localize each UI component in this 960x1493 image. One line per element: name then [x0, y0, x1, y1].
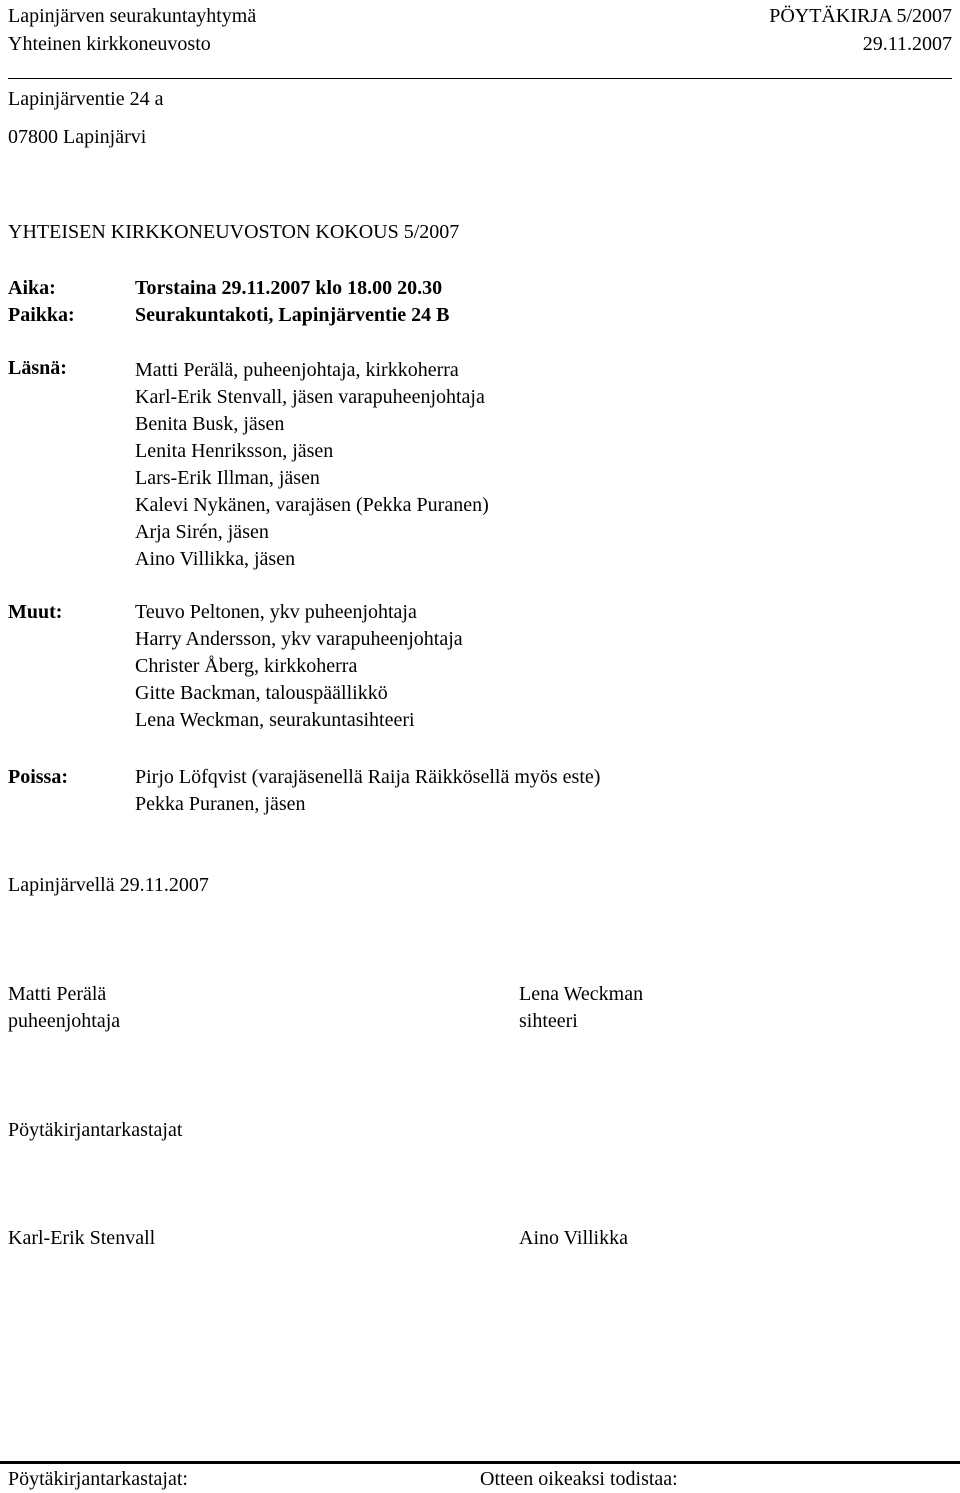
absent-list	[135, 764, 600, 818]
place-value: Seurakuntakoti, Lapinjärventie 24 B	[135, 304, 450, 326]
inspectors-heading: Pöytäkirjantarkastajat	[8, 1119, 183, 1141]
list-item: Teuvo Peltonen, ykv puheenjohtaja	[135, 601, 417, 623]
chair-role: puheenjohtaja	[8, 1010, 121, 1032]
list-item: Christer Åberg, kirkkoherra	[135, 655, 358, 677]
footer-left: Pöytäkirjantarkastajat:	[8, 1468, 188, 1490]
inspector-1: Karl-Erik Stenvall	[8, 1227, 156, 1249]
time-label: Aika:	[8, 277, 56, 299]
list-item: Pekka Puranen, jäsen	[135, 793, 306, 815]
header-doc-type: PÖYTÄKIRJA 5/2007	[769, 5, 952, 27]
meeting-title: YHTEISEN KIRKKONEUVOSTON KOKOUS 5/2007	[8, 221, 460, 243]
list-item: Karl-Erik Stenvall, jäsen varapuheenjohtaja	[135, 386, 485, 408]
list-item: Gitte Backman, talouspäällikkö	[135, 682, 388, 704]
chair-name: Matti Perälä	[8, 983, 107, 1005]
list-item: Matti Perälä, puheenjohtaja, kirkkoherra	[135, 359, 459, 381]
footer-right: Otteen oikeaksi todistaa:	[480, 1468, 678, 1490]
header-date: 29.11.2007	[862, 33, 952, 55]
header-body: Yhteinen kirkkoneuvosto	[8, 33, 211, 55]
list-item: Arja Sirén, jäsen	[135, 521, 269, 543]
others-list	[135, 599, 463, 734]
present-label: Läsnä:	[8, 357, 67, 379]
place-date: Lapinjärvellä 29.11.2007	[8, 874, 209, 896]
present-list	[135, 357, 489, 573]
list-item: Pirjo Löfqvist (varajäsenellä Raija Räikkösellä myös este)	[135, 766, 601, 788]
address-postal: 07800 Lapinjärvi	[8, 126, 147, 148]
inspector-2: Aino Villikka	[519, 1227, 628, 1249]
header-rule	[8, 78, 952, 79]
secretary-role: sihteeri	[519, 1010, 578, 1032]
list-item: Aino Villikka, jäsen	[135, 548, 296, 570]
others-label: Muut:	[8, 601, 63, 623]
list-item: Lars-Erik Illman, jäsen	[135, 467, 320, 489]
list-item: Harry Andersson, ykv varapuheenjohtaja	[135, 628, 463, 650]
list-item: Kalevi Nykänen, varajäsen (Pekka Puranen)	[135, 494, 489, 516]
list-item: Lena Weckman, seurakuntasihteeri	[135, 709, 415, 731]
address-street: Lapinjärventie 24 a	[8, 88, 164, 110]
time-value: Torstaina 29.11.2007 klo 18.00 20.30	[135, 277, 443, 299]
place-label: Paikka:	[8, 304, 75, 326]
footer-rule	[0, 1461, 960, 1464]
absent-label: Poissa:	[8, 766, 68, 788]
header-org: Lapinjärven seurakuntayhtymä	[8, 5, 257, 27]
list-item: Lenita Henriksson, jäsen	[135, 440, 334, 462]
list-item: Benita Busk, jäsen	[135, 413, 285, 435]
secretary-name: Lena Weckman	[519, 983, 644, 1005]
